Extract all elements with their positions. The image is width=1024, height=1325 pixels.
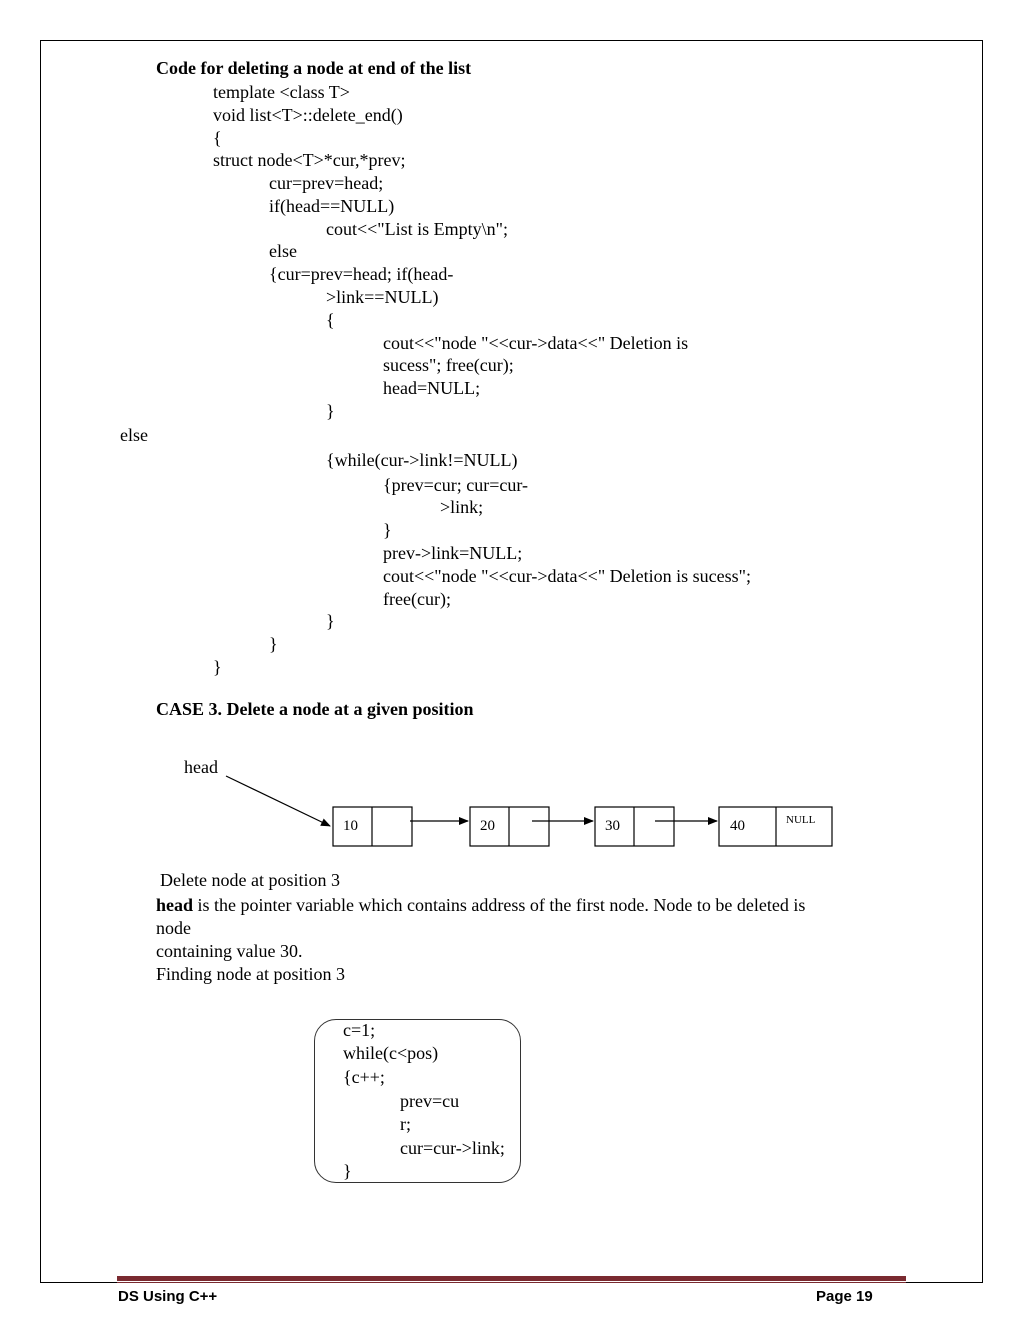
footer-course-title: DS Using C++ xyxy=(118,1288,218,1305)
para-text: node xyxy=(156,918,191,938)
code-line: else xyxy=(120,425,148,445)
box-code-line: while(c<pos) xyxy=(343,1043,439,1063)
code-line: free(cur); xyxy=(383,589,451,609)
code-line: sucess"; free(cur); xyxy=(383,355,514,375)
code-line: void list<T>::delete_end() xyxy=(213,105,403,125)
para-text: containing value 30. xyxy=(156,941,303,961)
node-value: 10 xyxy=(343,818,358,834)
head-pointer-arrow xyxy=(226,776,330,826)
code-line: cout<<"node "<<cur->data<<" Deletion is sucess"; xyxy=(383,566,752,586)
node-value: 30 xyxy=(605,818,620,834)
box-code-line: r; xyxy=(400,1114,411,1134)
code-line: template <class T> xyxy=(213,82,350,102)
code-line: { xyxy=(326,310,335,330)
para-text: Finding node at position 3 xyxy=(156,964,345,984)
code-line: if(head==NULL) xyxy=(269,196,395,216)
node-value: 20 xyxy=(480,818,495,834)
code-line: cout<<"node "<<cur->data<<" Deletion is xyxy=(383,333,689,353)
null-label: NULL xyxy=(786,814,816,826)
box-code-line: } xyxy=(343,1161,352,1181)
box-code-line: cur=cur->link; xyxy=(400,1138,505,1158)
code-line: >link==NULL) xyxy=(326,287,439,307)
section-heading-case3: CASE 3. Delete a node at a given position xyxy=(156,699,474,719)
code-line: { xyxy=(213,128,222,148)
code-line: {cur=prev=head; if(head- xyxy=(269,264,454,284)
list-node-40 xyxy=(719,807,832,846)
box-code-line: prev=cu xyxy=(400,1091,460,1111)
code-line: head=NULL; xyxy=(383,378,481,398)
footer-rule xyxy=(117,1276,906,1281)
code-line: cur=prev=head; xyxy=(269,173,384,193)
list-node-30 xyxy=(595,807,674,846)
para-text: is the pointer variable which contains address of the first node. Node to be deleted is xyxy=(193,895,806,915)
code-line: } xyxy=(269,634,278,654)
diagram-caption: Delete node at position 3 xyxy=(160,870,340,890)
box-code-line: c=1; xyxy=(343,1020,376,1040)
code-line: else xyxy=(269,241,297,261)
code-line: cout<<"List is Empty\n"; xyxy=(326,219,508,239)
footer-rule-thin xyxy=(117,1282,906,1283)
code-line: } xyxy=(326,611,335,631)
head-label: head xyxy=(184,757,218,777)
head-term: head xyxy=(156,895,194,915)
code-line: prev->link=NULL; xyxy=(383,543,523,563)
list-node-20 xyxy=(470,807,549,846)
footer-page-number: Page 19 xyxy=(816,1288,873,1305)
code-line: struct node<T>*cur,*prev; xyxy=(213,150,406,170)
box-code-line: {c++; xyxy=(343,1067,385,1087)
code-line: {prev=cur; cur=cur- xyxy=(383,475,529,495)
code-line: } xyxy=(383,520,392,540)
code-line: } xyxy=(213,657,222,677)
code-line: {while(cur->link!=NULL) xyxy=(326,450,518,470)
list-node-10 xyxy=(333,807,412,846)
code-line: } xyxy=(326,401,335,421)
explanation-paragraph xyxy=(156,894,896,986)
section-heading-delete-end: Code for deleting a node at end of the list xyxy=(156,58,472,78)
node-value: 40 xyxy=(730,818,745,834)
code-line: >link; xyxy=(440,497,484,517)
